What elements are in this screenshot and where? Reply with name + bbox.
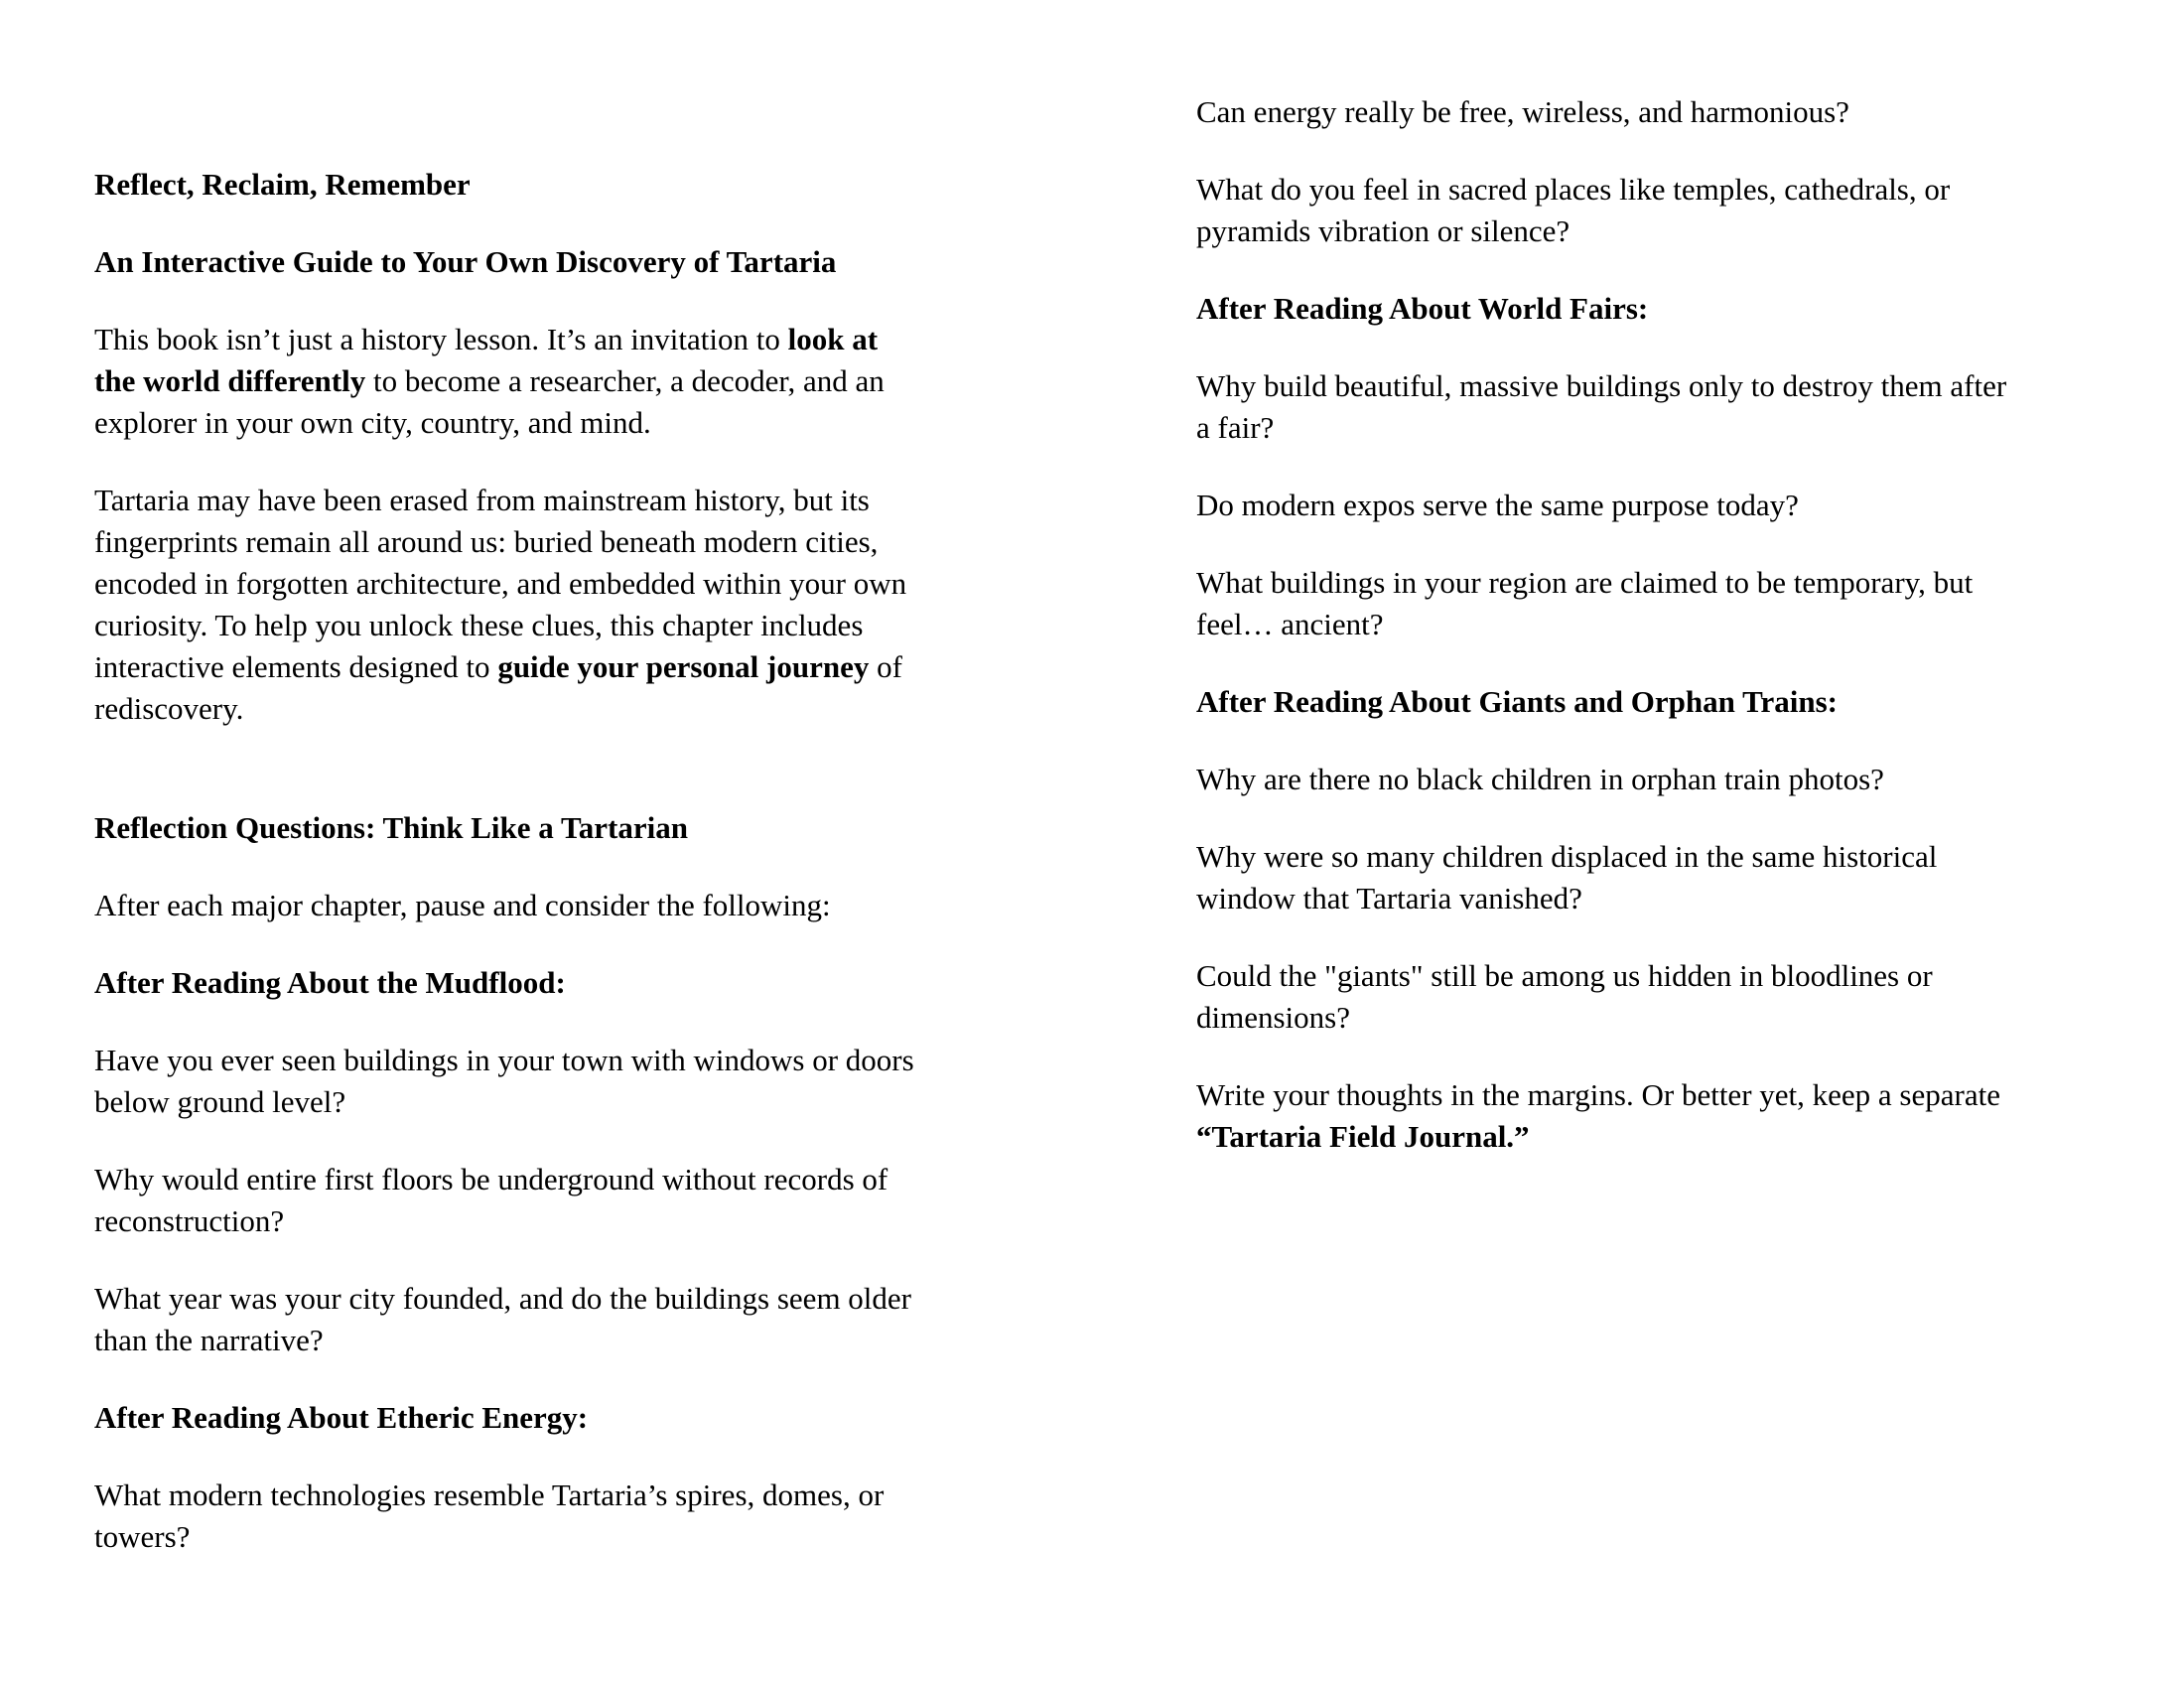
text-run: encoded in forgotten architecture, and embedded within your own bbox=[94, 566, 907, 601]
text-line bbox=[94, 164, 1008, 206]
section-heading bbox=[94, 962, 1008, 1004]
text-line bbox=[1196, 169, 2090, 211]
text-line bbox=[94, 962, 1008, 1004]
section-heading bbox=[94, 1397, 1008, 1439]
text-run: Why were so many children displaced in the same historical bbox=[1196, 839, 1938, 874]
paragraph bbox=[94, 1475, 1008, 1558]
left-text-column bbox=[94, 0, 1008, 1594]
text-line bbox=[94, 563, 1008, 605]
text-line bbox=[94, 319, 1008, 360]
paragraph bbox=[1196, 955, 2090, 1039]
text-line bbox=[1196, 1116, 2090, 1158]
text-line bbox=[1196, 681, 2090, 723]
paragraph bbox=[1196, 91, 2090, 133]
text-run: What modern technologies resemble Tartaria’s spires, domes, or bbox=[94, 1477, 885, 1512]
text-line bbox=[1196, 997, 2090, 1039]
text-line bbox=[94, 605, 1008, 646]
paragraph bbox=[1196, 1074, 2090, 1158]
paragraph bbox=[94, 885, 1008, 926]
text-run: Why would entire first floors be underground without records of bbox=[94, 1162, 888, 1196]
bold-text-run: Reflection Questions: Think Like a Tartarian bbox=[94, 810, 688, 845]
text-line bbox=[1196, 955, 2090, 997]
text-line bbox=[94, 1159, 1008, 1200]
text-run: After each major chapter, pause and consider the following: bbox=[94, 888, 831, 922]
section-heading bbox=[1196, 681, 2090, 723]
paragraph bbox=[1196, 169, 2090, 252]
paragraph bbox=[94, 1159, 1008, 1242]
paragraph bbox=[94, 1040, 1008, 1123]
text-run: pyramids vibration or silence? bbox=[1196, 213, 1570, 248]
right-text-column bbox=[1196, 0, 2090, 1194]
section-heading bbox=[94, 164, 1008, 206]
text-run: Tartaria may have been erased from mainstream history, but its bbox=[94, 483, 870, 517]
text-line bbox=[1196, 485, 2090, 526]
text-run: Why build beautiful, massive buildings only to destroy them after bbox=[1196, 368, 2007, 403]
text-line bbox=[94, 1397, 1008, 1439]
bold-text-run: After Reading About World Fairs: bbox=[1196, 291, 1649, 326]
text-line bbox=[1196, 604, 2090, 645]
text-run: Why are there no black children in orphan train photos? bbox=[1196, 762, 1884, 796]
text-run: a fair? bbox=[1196, 410, 1275, 445]
text-line bbox=[94, 807, 1008, 849]
text-line bbox=[94, 1200, 1008, 1242]
text-line bbox=[94, 402, 1008, 444]
text-line bbox=[94, 688, 1008, 730]
text-line bbox=[1196, 288, 2090, 330]
text-line bbox=[1196, 759, 2090, 800]
text-line bbox=[94, 1475, 1008, 1516]
text-run: below ground level? bbox=[94, 1084, 346, 1119]
text-run: towers? bbox=[94, 1519, 191, 1554]
text-line bbox=[94, 1516, 1008, 1558]
text-line bbox=[94, 646, 1008, 688]
paragraph bbox=[1196, 836, 2090, 919]
text-run: Write your thoughts in the margins. Or better yet, keep a separate bbox=[1196, 1077, 2000, 1112]
paragraph bbox=[94, 480, 1008, 730]
text-line bbox=[94, 1081, 1008, 1123]
text-run: Have you ever seen buildings in your town with windows or doors bbox=[94, 1043, 914, 1077]
text-run: to become a researcher, a decoder, and an bbox=[365, 363, 885, 398]
paragraph bbox=[94, 1278, 1008, 1361]
section-heading bbox=[94, 807, 1008, 849]
text-run: of bbox=[869, 649, 902, 684]
bold-text-run: After Reading About Giants and Orphan Trains: bbox=[1196, 684, 1838, 719]
text-line bbox=[94, 360, 1008, 402]
text-line bbox=[1196, 836, 2090, 878]
text-run: rediscovery. bbox=[94, 691, 244, 726]
bold-text-run: After Reading About the Mudflood: bbox=[94, 965, 566, 1000]
text-run: What year was your city founded, and do the buildings seem older bbox=[94, 1281, 911, 1316]
bold-text-run: look at bbox=[787, 322, 879, 356]
text-line bbox=[1196, 562, 2090, 604]
text-run: What do you feel in sacred places like temples, cathedrals, or bbox=[1196, 172, 1951, 207]
text-run: Do modern expos serve the same purpose today? bbox=[1196, 488, 1799, 522]
bold-text-run: guide your personal journey bbox=[497, 649, 870, 684]
text-line bbox=[94, 1040, 1008, 1081]
bold-text-run: the world differently bbox=[94, 363, 366, 398]
paragraph bbox=[1196, 759, 2090, 800]
text-run: Could the "giants" still be among us hidden in bloodlines or bbox=[1196, 958, 1933, 993]
text-run: Can energy really be free, wireless, and harmonious? bbox=[1196, 94, 1849, 129]
text-line bbox=[1196, 407, 2090, 449]
bold-text-run: An Interactive Guide to Your Own Discovery of Tartaria bbox=[94, 244, 837, 279]
text-run: reconstruction? bbox=[94, 1203, 285, 1238]
paragraph bbox=[1196, 485, 2090, 526]
section-heading bbox=[94, 241, 1008, 283]
paragraph bbox=[1196, 562, 2090, 645]
text-line bbox=[94, 1278, 1008, 1320]
section-heading bbox=[1196, 288, 2090, 330]
text-line bbox=[94, 885, 1008, 926]
text-line bbox=[1196, 365, 2090, 407]
paragraph bbox=[94, 319, 1008, 444]
text-run: What buildings in your region are claimed to be temporary, but bbox=[1196, 565, 1974, 600]
text-line bbox=[1196, 211, 2090, 252]
text-run: explorer in your own city, country, and mind. bbox=[94, 405, 651, 440]
text-line bbox=[94, 241, 1008, 283]
bold-text-run: “Tartaria Field Journal.” bbox=[1196, 1119, 1530, 1154]
text-run: than the narrative? bbox=[94, 1323, 324, 1357]
paragraph bbox=[1196, 365, 2090, 449]
text-line bbox=[94, 480, 1008, 521]
text-run: This book isn’t just a history lesson. It’s an invitation to bbox=[94, 322, 788, 356]
text-run: dimensions? bbox=[1196, 1000, 1350, 1035]
text-line bbox=[94, 521, 1008, 563]
text-run: feel… ancient? bbox=[1196, 607, 1384, 641]
text-run: fingerprints remain all around us: buried beneath modern cities, bbox=[94, 524, 879, 559]
text-line bbox=[1196, 1074, 2090, 1116]
text-line bbox=[1196, 878, 2090, 919]
text-line bbox=[94, 1320, 1008, 1361]
text-run: curiosity. To help you unlock these clues, this chapter includes bbox=[94, 608, 864, 642]
bold-text-run: After Reading About Etheric Energy: bbox=[94, 1400, 589, 1435]
bold-text-run: Reflect, Reclaim, Remember bbox=[94, 167, 471, 202]
text-line bbox=[1196, 91, 2090, 133]
text-run: interactive elements designed to bbox=[94, 649, 498, 684]
text-run: window that Tartaria vanished? bbox=[1196, 881, 1582, 915]
